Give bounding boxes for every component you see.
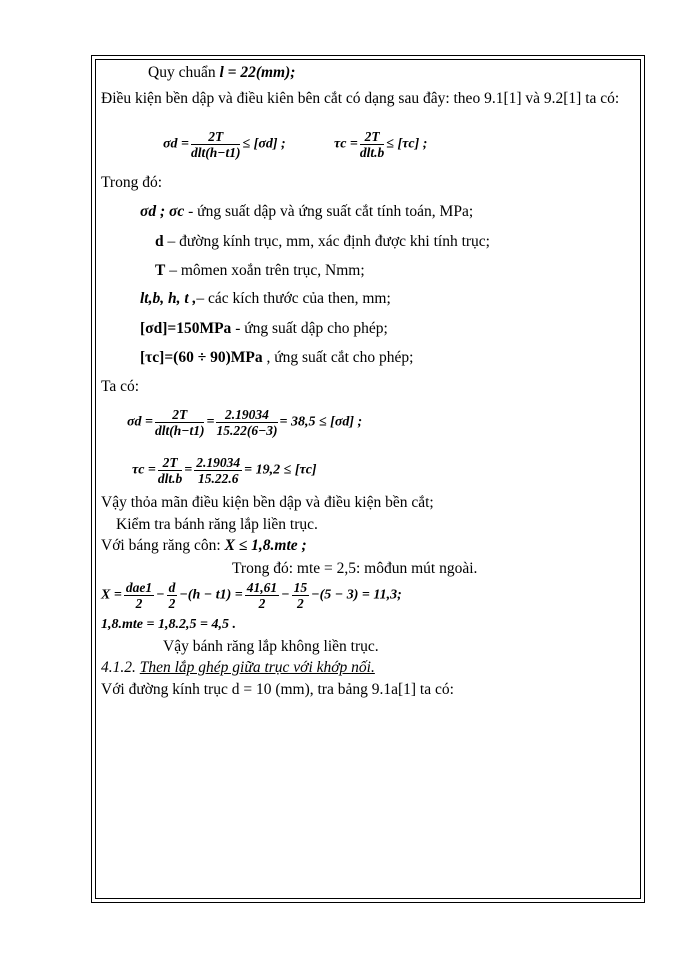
section-title: Then lắp ghép giữa trục với khớp nối. <box>139 659 375 676</box>
calc-sigma-num2: 2.19034 <box>216 407 277 423</box>
def-t <box>155 262 365 280</box>
def-text-5: , ứng suất cắt cho phép; <box>262 349 414 366</box>
section-number: 4.1.2. <box>101 659 136 676</box>
calc-sigma <box>127 407 362 438</box>
x-calc-n1: dae1 <box>125 580 153 595</box>
calc-tau-eq: = <box>184 462 193 478</box>
x-calc-d2: 2 <box>168 596 176 611</box>
formula-sigma-rhs: ≤ [σd] ; <box>242 136 286 152</box>
calc-sigma-frac2 <box>216 407 277 438</box>
def-d <box>155 233 490 251</box>
def-text-1: – đường kính trục, mm, xác định được khi tính trục; <box>163 233 490 250</box>
x-calc-frac2 <box>167 580 178 611</box>
def-sym-5: [τc]=(60 ÷ 90)MPa <box>140 349 263 366</box>
def-sigma-allow <box>140 320 388 338</box>
formula-tau-num: 2T <box>360 129 384 145</box>
calc-tau-den2: 15.22.6 <box>197 471 239 486</box>
def-sym-3: lt,b, h, t , <box>140 290 197 307</box>
formula-sigma-den: dlt(h−t1) <box>191 145 241 160</box>
def-sym-1: d <box>155 233 164 250</box>
calc-sigma-rhs: = 38,5 ≤ [σd] ; <box>279 414 363 430</box>
quy-chuan-line <box>148 64 295 82</box>
def-sym-0: σd ; σc <box>140 203 185 220</box>
calc-tau <box>132 455 317 486</box>
calc-tau-den1: dlt.b <box>157 471 183 486</box>
formula-tau-lhs: τc = <box>334 136 358 152</box>
ta-co-heading: Ta có: <box>101 378 140 395</box>
x-calc-d4: 2 <box>297 596 304 611</box>
formula-tau-den: dlt.b <box>359 145 385 160</box>
quy-chuan-value: l = 22(mm); <box>219 64 296 81</box>
x-calc-minus2: − <box>281 587 290 603</box>
x-calc-n2: d <box>168 580 176 595</box>
formula-tau-rhs: ≤ [τc] ; <box>386 136 428 152</box>
bevel-text: Với báng răng côn: <box>101 537 221 554</box>
calc-sigma-den2: 15.22(6−3) <box>216 423 278 438</box>
formula-sigma-fraction <box>191 129 240 160</box>
def-sigma <box>140 203 473 221</box>
quy-chuan-label: Quy chuẩn <box>148 64 216 81</box>
def-sym-4: [σd]=150MPa <box>140 320 232 337</box>
formula-sigma-num: 2T <box>191 129 240 145</box>
trong-do-heading: Trong đó: <box>101 174 163 191</box>
calc-sigma-eq: = <box>206 414 215 430</box>
calc-sigma-num1: 2T <box>155 407 204 423</box>
formula-tau <box>334 129 427 160</box>
calc-tau-frac2 <box>194 455 242 486</box>
def-text-0: - ứng suất dập và ứng suất cắt tính toán, MPa; <box>184 203 474 220</box>
formula-sigma <box>163 129 286 160</box>
last-line: Với đường kính trục d = 10 (mm), tra bảng 9.1a[1] ta có: <box>101 681 454 698</box>
def-text-3: – các kích thước của then, mm; <box>196 290 391 307</box>
x-calc-rest: −(h − t1) = <box>179 587 243 603</box>
x-calc-frac4 <box>292 580 310 611</box>
def-tau-allow <box>140 349 414 367</box>
x-calc-frac3 <box>245 580 279 611</box>
calc-tau-num1: 2T <box>158 455 182 471</box>
intro-paragraph: Điều kiện bền dập và điều kiên bên cắt có dạng sau đây: theo 9.1[1] và 9.2[1] ta có: <box>101 90 620 107</box>
calc-tau-num2: 2.19034 <box>196 455 241 470</box>
m-calculation: 1,8.mte = 1,8.2,5 = 4,5 . <box>101 617 236 632</box>
calc-sigma-lhs: σd = <box>127 414 154 430</box>
formula-sigma-lhs: σd = <box>163 136 190 152</box>
x-calc-tail: −(5 − 3) = 11,3; <box>311 587 402 603</box>
bevel-gear-line <box>101 537 307 555</box>
def-text-2: – mômen xoắn trên trục, Nmm; <box>165 262 365 279</box>
section-heading <box>101 659 375 677</box>
x-calc-minus: − <box>156 587 165 603</box>
def-sym-2: T <box>155 262 166 279</box>
x-calc-n4: 15 <box>293 580 308 595</box>
x-calc-frac1 <box>124 580 154 611</box>
formula-tau-fraction <box>360 129 384 160</box>
where-mte-line: Trong đó: mte = 2,5: môđun mút ngoài. <box>232 560 478 577</box>
x-calc-n3: 41,61 <box>246 580 278 595</box>
calc-tau-frac1 <box>158 455 182 486</box>
def-dims <box>140 290 391 308</box>
calc-sigma-den1: dlt(h−t1) <box>155 423 205 438</box>
def-text-4: - ứng suất dập cho phép; <box>231 320 388 337</box>
x-calculation <box>101 580 402 611</box>
conclusion-2: Vậy bánh răng lắp không liền trục. <box>163 638 379 655</box>
calc-tau-lhs: τc = <box>132 462 156 478</box>
calc-sigma-frac1 <box>155 407 204 438</box>
check-gear-line: Kiểm tra bánh răng lắp liền trục. <box>116 516 318 533</box>
conclusion-1: Vậy thỏa mãn điều kiện bền dập và điều kiện bền cắt; <box>101 494 434 511</box>
x-calc-d3: 2 <box>258 596 266 611</box>
bevel-condition: X ≤ 1,8.mte ; <box>224 537 307 554</box>
x-calc-lhs: X = <box>101 587 122 603</box>
calc-tau-rhs: = 19,2 ≤ [τc] <box>244 462 317 478</box>
x-calc-d1: 2 <box>135 596 143 611</box>
